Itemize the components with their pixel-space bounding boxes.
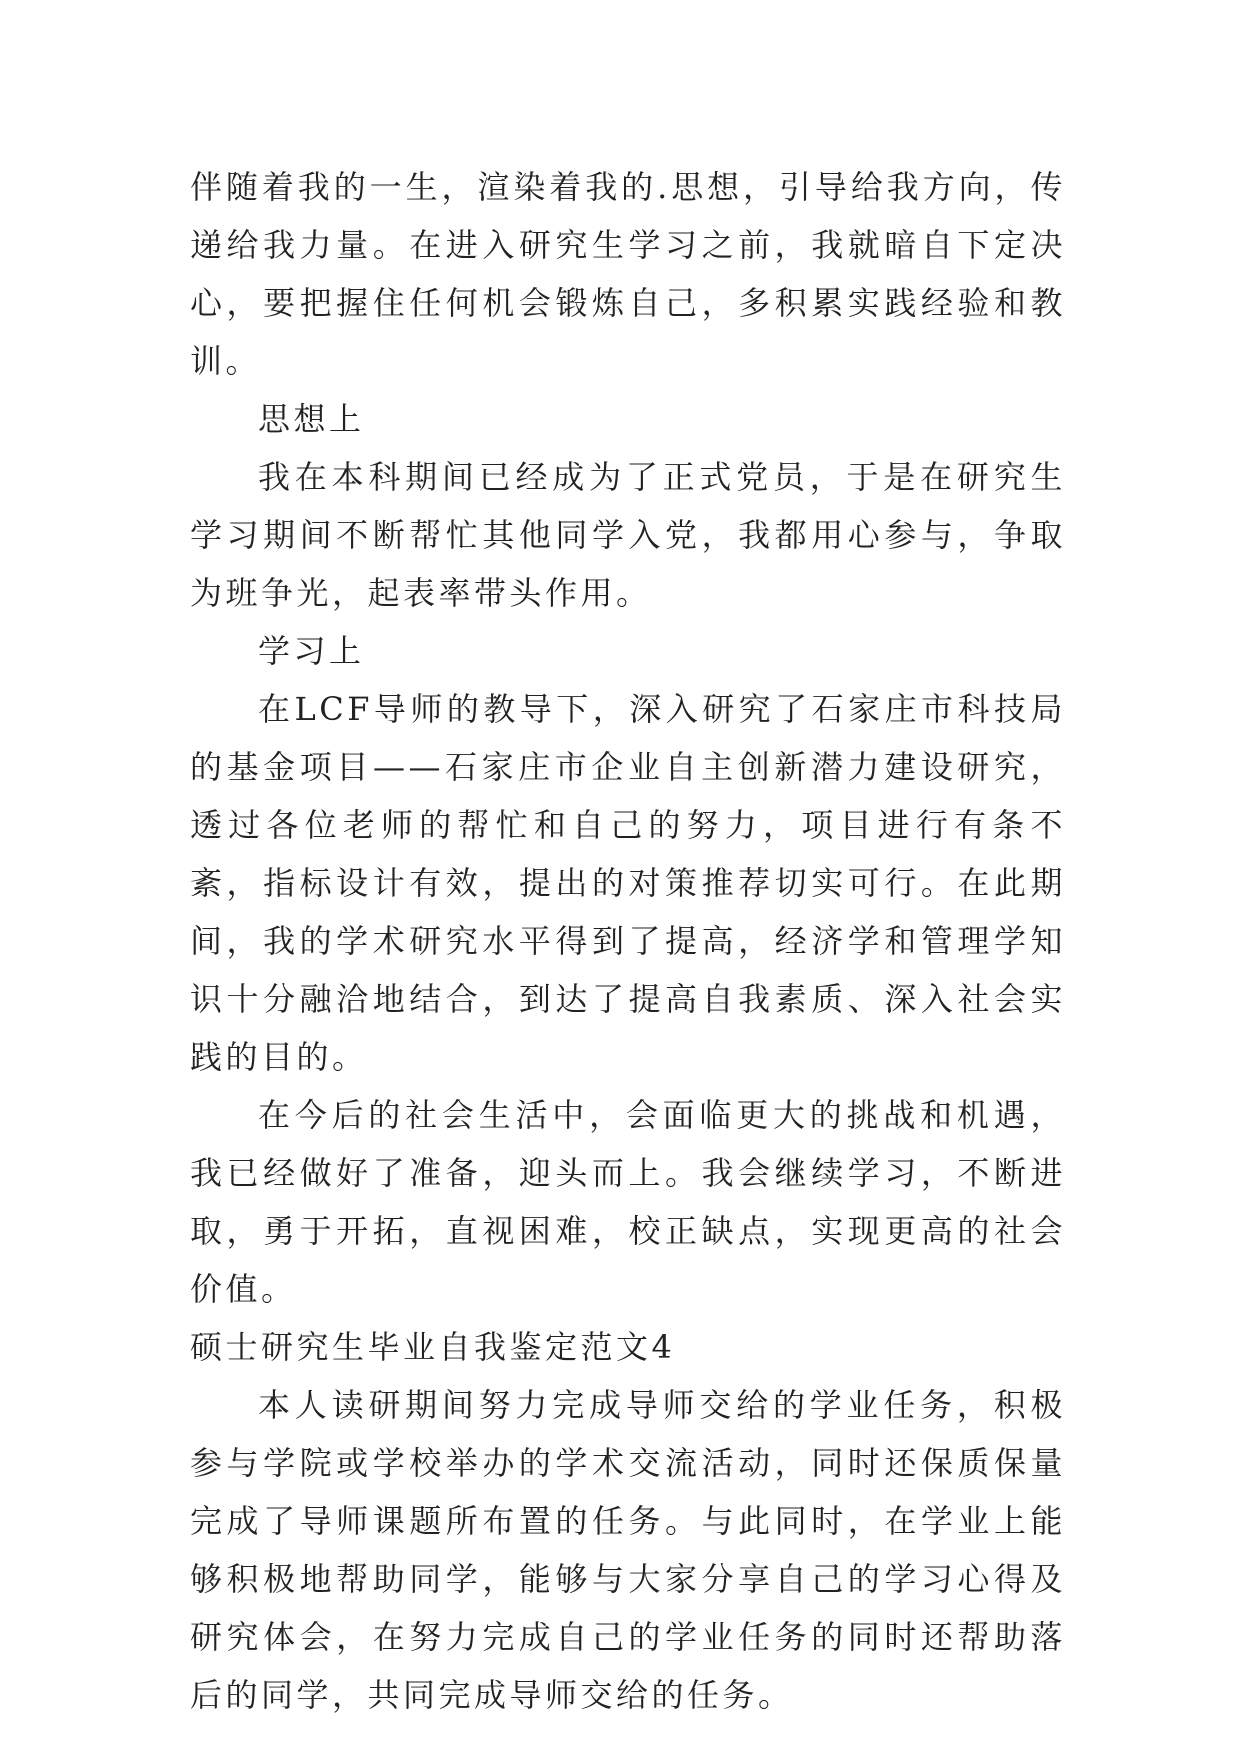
paragraph-study: 在LCF导师的教导下，深入研究了石家庄市科技局的基金项目——石家庄市企业自主创新潜力建设研究，透过各位老师的帮忙和自己的努力，项目进行有条不紊，指标设计有效，提出的对策推荐切实可行。在此期间，我的学术研究水平得到了提高，经济学和管理学知识十分融洽地结合，到达了提高自我素质、深入社会实践的目的。	[190, 690, 1066, 1076]
paragraph-intro-continued: 伴随着我的一生，渲染着我的.思想，引导给我方向，传递给我力量。在进入研究生学习之前，我就暗自下定决心，要把握住任何机会锻炼自己，多积累实践经验和教训。	[190, 168, 1066, 380]
paragraph-sample-4: 本人读研期间努力完成导师交给的学业任务，积极参与学院或学校举办的学术交流活动，同时还保质保量完成了导师课题所布置的任务。与此同时，在学业上能够积极地帮助同学，能够与大家分享自己的学习心得及研究体会，在努力完成自己的学业任务的同时还帮助落后的同学，共同完成导师交给的任务。	[190, 1386, 1066, 1714]
subheading-thought: 思想上	[258, 400, 365, 438]
section-title: 硕士研究生毕业自我鉴定范文4	[190, 1328, 676, 1366]
subheading-study: 学习上	[258, 632, 365, 670]
document-body	[190, 158, 1066, 1724]
paragraph-future: 在今后的社会生活中，会面临更大的挑战和机遇，我已经做好了准备，迎头而上。我会继续学习，不断进取，勇于开拓，直视困难，校正缺点，实现更高的社会价值。	[190, 1096, 1066, 1308]
paragraph-thought: 我在本科期间已经成为了正式党员，于是在研究生学习期间不断帮忙其他同学入党，我都用心参与，争取为班争光，起表率带头作用。	[190, 458, 1066, 612]
